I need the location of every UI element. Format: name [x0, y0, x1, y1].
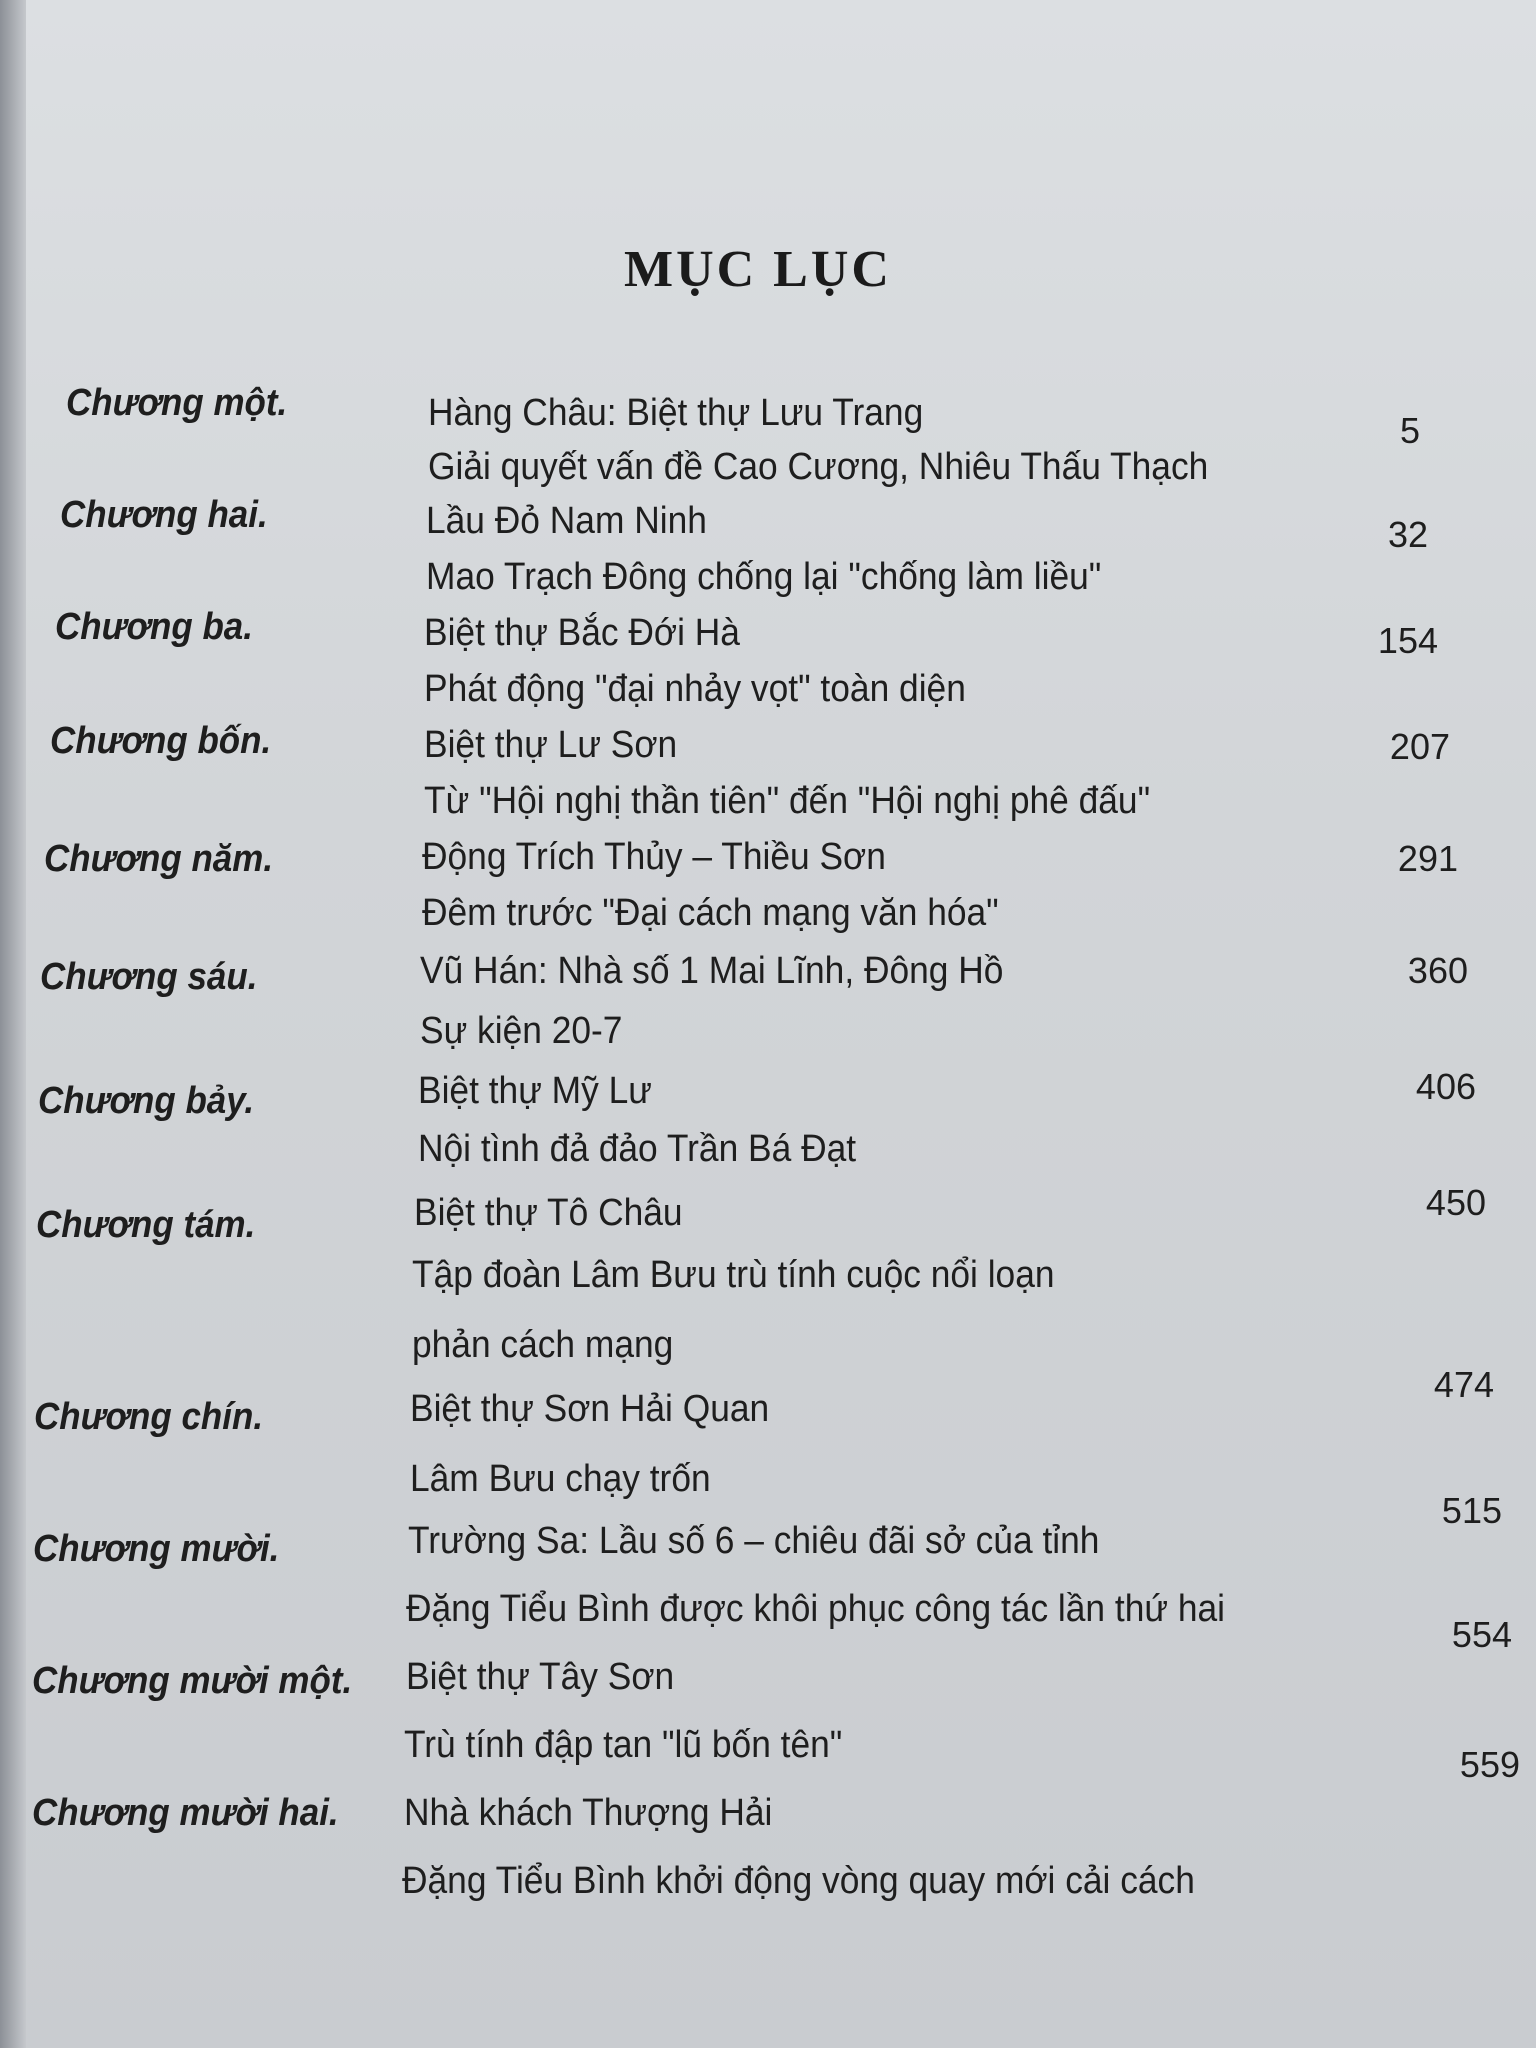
page-number: 474: [1433, 1364, 1494, 1405]
entry-line: Biệt thự Sơn Hải Quan: [410, 1388, 770, 1430]
chapter-label: Chương mười hai.: [32, 1792, 339, 1834]
chapter-label: Chương sáu.: [40, 956, 258, 998]
entry-line: Động Trích Thủy – Thiều Sơn: [422, 836, 886, 878]
entry-line: Đêm trước "Đại cách mạng văn hóa": [422, 892, 999, 934]
chapter-label: Chương tám.: [36, 1204, 256, 1246]
page-number: 406: [1415, 1066, 1476, 1107]
entry-line: Biệt thự Tô Châu: [414, 1192, 683, 1234]
chapter-label: Chương năm.: [44, 838, 274, 880]
entry-line: Đặng Tiểu Bình khởi động vòng quay mới cải cách: [402, 1860, 1195, 1902]
entry-line: phản cách mạng: [412, 1324, 674, 1366]
chapter-label: Chương bốn.: [50, 720, 272, 762]
entry-line: Đặng Tiểu Bình được khôi phục công tác lần thứ hai: [406, 1588, 1226, 1630]
chapter-label: Chương bảy.: [38, 1080, 255, 1122]
page-number: 5: [1399, 410, 1420, 451]
entry-line: Phát động "đại nhảy vọt" toàn diện: [424, 668, 966, 710]
page-number: 207: [1389, 726, 1450, 767]
entry-line: Biệt thự Bắc Đới Hà: [424, 612, 740, 654]
entry-line: Tập đoàn Lâm Bưu trù tính cuộc nổi loạn: [412, 1254, 1055, 1296]
page-number: 32: [1387, 514, 1428, 555]
chapter-label: Chương hai.: [60, 494, 268, 536]
entry-line: Sự kiện 20-7: [420, 1010, 623, 1052]
page-number: 515: [1441, 1490, 1502, 1531]
chapter-label: Chương mười một.: [32, 1660, 353, 1702]
chapter-label: Chương ba.: [55, 606, 253, 648]
entry-line: Giải quyết vấn đề Cao Cương, Nhiêu Thấu Thạch: [428, 446, 1209, 488]
chapter-label: Chương mười.: [33, 1528, 280, 1570]
entry-line: Mao Trạch Đông chống lại "chống làm liều": [426, 556, 1102, 598]
page-number: 154: [1377, 620, 1438, 661]
entry-line: Trường Sa: Lầu số 6 – chiêu đãi sở của tỉnh: [408, 1520, 1100, 1562]
entry-line: Lầu Đỏ Nam Ninh: [426, 500, 707, 542]
page-number: 554: [1451, 1614, 1512, 1655]
page-title: MỤC LỤC: [624, 240, 892, 298]
chapter-label: Chương một.: [66, 382, 288, 424]
entry-line: Vũ Hán: Nhà số 1 Mai Lĩnh, Đông Hồ: [420, 950, 1004, 992]
entry-line: Biệt thự Lư Sơn: [424, 724, 678, 766]
entry-line: Hàng Châu: Biệt thự Lưu Trang: [428, 392, 924, 434]
entry-line: Biệt thự Tây Sơn: [406, 1656, 675, 1698]
page-number: 559: [1459, 1744, 1520, 1785]
entry-line: Nhà khách Thượng Hải: [404, 1792, 773, 1834]
entry-line: Từ "Hội nghị thần tiên" đến "Hội nghị phê đấu": [424, 780, 1151, 822]
entry-line: Nội tình đả đảo Trần Bá Đạt: [418, 1128, 857, 1170]
entry-line: Lâm Bưu chạy trốn: [410, 1458, 711, 1500]
page-number: 291: [1397, 838, 1458, 879]
entry-line: Trù tính đập tan "lũ bốn tên": [404, 1724, 843, 1766]
chapter-label: Chương chín.: [34, 1396, 264, 1438]
page-number: 360: [1407, 950, 1468, 991]
entry-line: Biệt thự Mỹ Lư: [418, 1070, 652, 1112]
page-number: 450: [1425, 1182, 1486, 1223]
